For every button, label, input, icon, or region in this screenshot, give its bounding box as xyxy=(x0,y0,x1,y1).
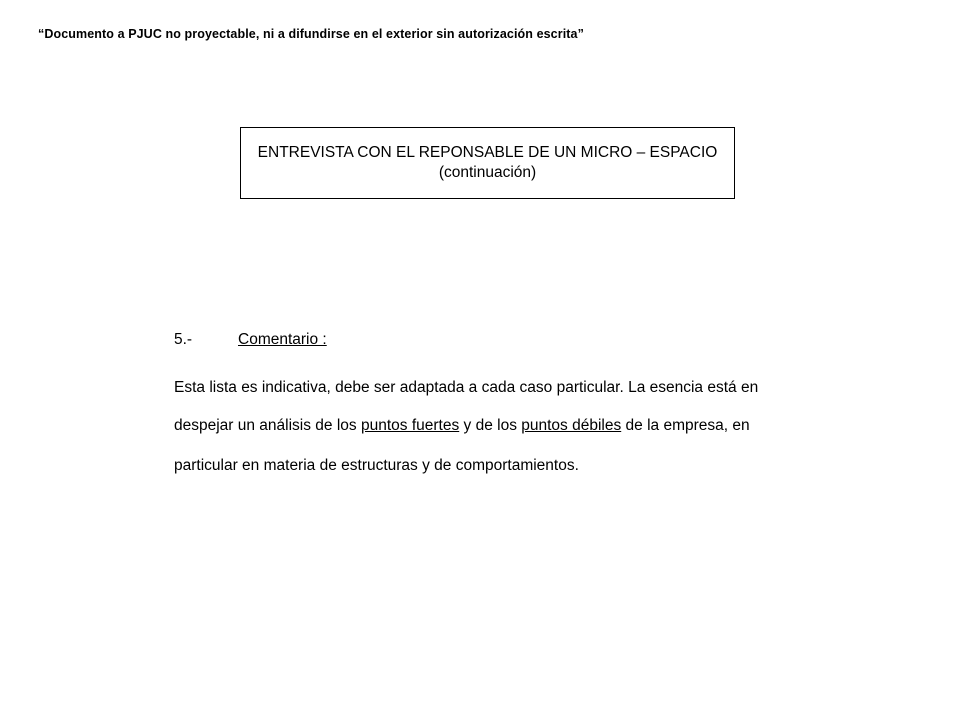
line2-text-a: despejar un análisis de los xyxy=(174,417,361,434)
body-paragraph-line-2 xyxy=(174,417,750,435)
strong-points-term: puntos fuertes xyxy=(360,417,460,434)
body-paragraph-line-3: particular en materia de estructuras y de comportamientos. xyxy=(174,457,579,474)
title-box xyxy=(240,127,735,199)
line2-text-b: y de los xyxy=(459,417,522,434)
line2-text-c: de la empresa, en xyxy=(621,417,750,434)
confidentiality-notice: “Documento a PJUC no proyectable, ni a difundirse en el exterior sin autorización escrita” xyxy=(38,27,584,41)
section-number: 5.- xyxy=(174,331,193,348)
title-main: ENTREVISTA CON EL REPONSABLE DE UN MICRO – ESPACIO xyxy=(257,144,718,161)
weak-points-term: puntos débiles xyxy=(521,417,622,434)
body-paragraph-line-1: Esta lista es indicativa, debe ser adaptada a cada caso particular. La esencia está en xyxy=(174,379,759,396)
title-subtitle: (continuación) xyxy=(438,164,537,181)
section-label: Comentario : xyxy=(238,331,327,348)
